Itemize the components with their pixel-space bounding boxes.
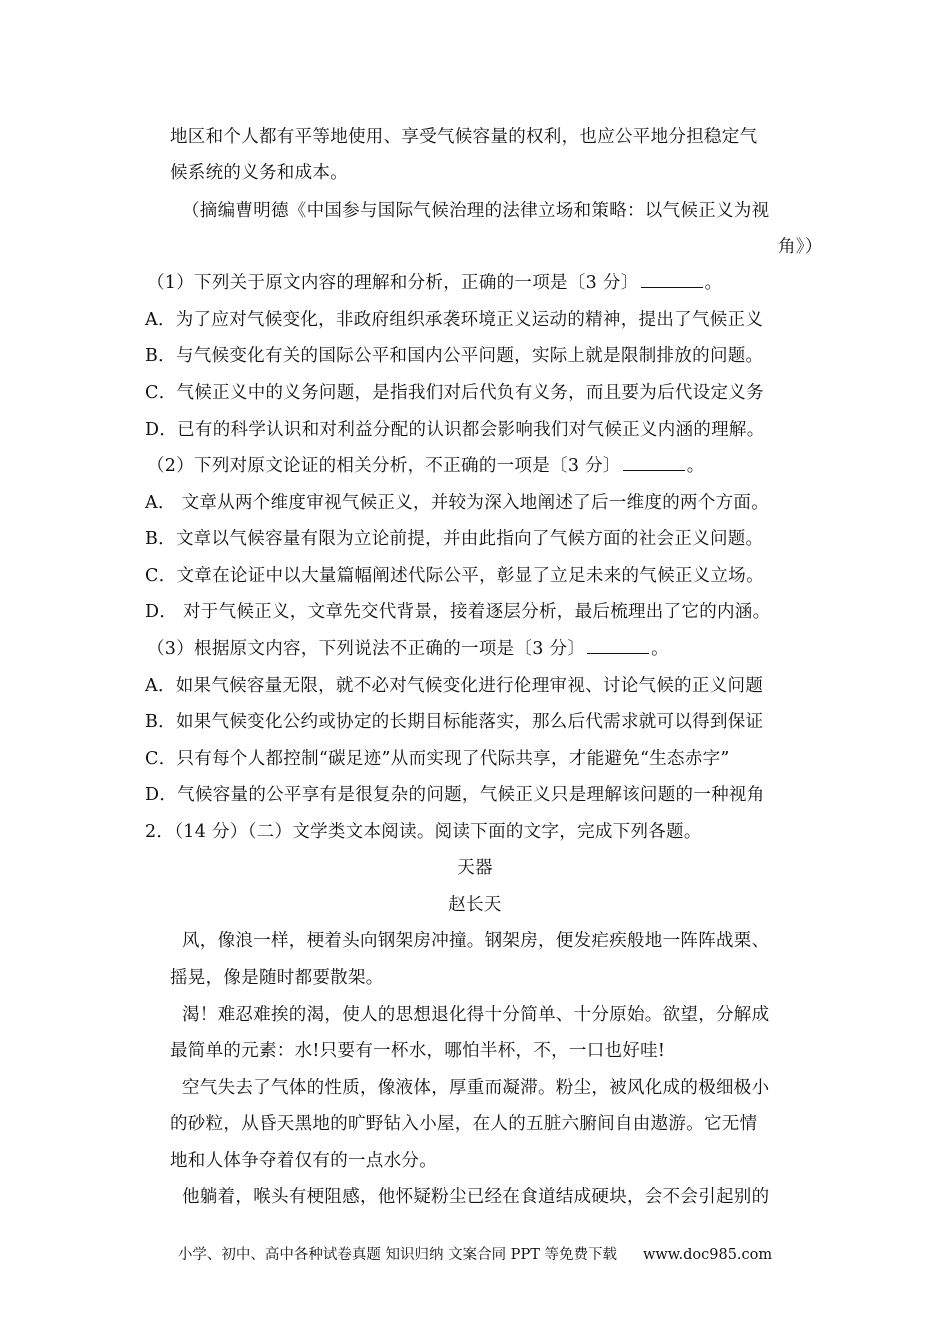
question-stem-end: 。 xyxy=(651,639,669,659)
option-d: D． 对于气候正义，文章先交代背景，接着逐层分析，最后梳理出了它的内涵。 xyxy=(145,602,771,622)
story-paragraph-line: 地和人体争夺着仅有的一点水分。 xyxy=(170,1151,437,1171)
question-stem-text: （2）下列对原文论证的相关分析，不正确的一项是〔3 分〕 xyxy=(147,456,621,476)
story-paragraph-line: 最简单的元素：水!只要有一杯水，哪怕半杯，不，一口也好哇! xyxy=(170,1041,666,1061)
question-stem xyxy=(147,454,705,478)
answer-blank[interactable] xyxy=(587,637,649,654)
question-stem-end: 。 xyxy=(686,456,705,476)
option-a: A．为了应对气候变化，非政府组织承袭环境正义运动的精神，提出了气候正义 xyxy=(145,310,764,330)
story-author: 赵长天 xyxy=(448,895,502,915)
option-b: B．文章以气候容量有限为立论前提，并由此指向了气候方面的社会正义问题。 xyxy=(145,529,764,549)
option-d: D．已有的科学认识和对利益分配的认识都会影响我们对气候正义内涵的理解。 xyxy=(145,420,765,440)
source-citation: （摘编曹明德《中国参与国际气候治理的法律立场和策略：以气候正义为视 xyxy=(182,201,770,221)
option-d: D．气候容量的公平享有是很复杂的问题，气候正义只是理解该问题的一种视角 xyxy=(145,785,765,805)
story-paragraph-line: 他躺着，喉头有梗阻感，他怀疑粉尘已经在食道结成硬块，会不会引起别的 xyxy=(182,1187,770,1207)
footer-link[interactable]: www.doc985.com xyxy=(642,1247,773,1263)
question-stem-text: （1）下列关于原文内容的理解和分析，正确的一项是〔3 分〕 xyxy=(147,273,639,293)
story-paragraph-line: 摇晃，像是随时都要散架。 xyxy=(170,968,384,988)
option-c: C．气候正义中的义务问题，是指我们对后代负有义务，而且要为后代设定义务 xyxy=(145,383,764,403)
option-c: C．文章在论证中以大量篇幅阐述代际公平，彰显了立足未来的气候正义立场。 xyxy=(145,566,764,586)
passage-line: 候系统的义务和成本。 xyxy=(170,163,348,183)
story-paragraph-line: 风，像浪一样，梗着头向钢架房冲撞。钢架房，便发疟疾般地一阵阵战栗、 xyxy=(182,931,770,951)
option-c: C．只有每个人都控制“碳足迹”从而实现了代际共享，才能避免“生态赤字” xyxy=(145,749,730,769)
question-stem-end: 。 xyxy=(704,273,723,293)
source-citation-end: 角》） xyxy=(778,237,823,257)
page-footer xyxy=(0,1245,950,1265)
question-stem xyxy=(147,637,669,661)
answer-blank[interactable] xyxy=(623,454,685,471)
option-a: A． 文章从两个维度审视气候正义，并较为深入地阐述了后一维度的两个方面。 xyxy=(145,493,769,513)
story-paragraph-line: 的砂粒，从昏天黑地的旷野钻入小屋，在人的五脏六腑间自由遨游。它无情 xyxy=(170,1114,758,1134)
option-b: B．与气候变化有关的国际公平和国内公平问题，实际上就是限制排放的问题。 xyxy=(145,346,764,366)
story-paragraph-line: 渴！难忍难挨的渴，使人的思想退化得十分简单、十分原始。欲望，分解成 xyxy=(182,1005,770,1025)
option-a: A．如果气候容量无限，就不必对气候变化进行伦理审视、讨论气候的正义问题 xyxy=(145,676,764,696)
question-stem-text: （3）根据原文内容，下列说法不正确的一项是〔3 分〕 xyxy=(147,639,586,659)
section-heading: 2．（14 分）（二）文学类文本阅读。阅读下面的文字，完成下列各题。 xyxy=(145,822,702,842)
answer-blank[interactable] xyxy=(641,271,703,288)
story-title: 天器 xyxy=(457,858,493,878)
question-stem xyxy=(147,271,722,295)
footer-text: 小学、初中、高中各种试卷真题 知识归纳 文案合同 PPT 等免费下载 xyxy=(177,1247,617,1263)
option-b: B．如果气候变化公约或协定的长期目标能落实，那么后代需求就可以得到保证 xyxy=(145,712,764,732)
passage-line: 地区和个人都有平等地使用、享受气候容量的权利，也应公平地分担稳定气 xyxy=(170,127,758,147)
story-paragraph-line: 空气失去了气体的性质，像液体，厚重而凝滞。粉尘，被风化成的极细极小 xyxy=(182,1078,770,1098)
